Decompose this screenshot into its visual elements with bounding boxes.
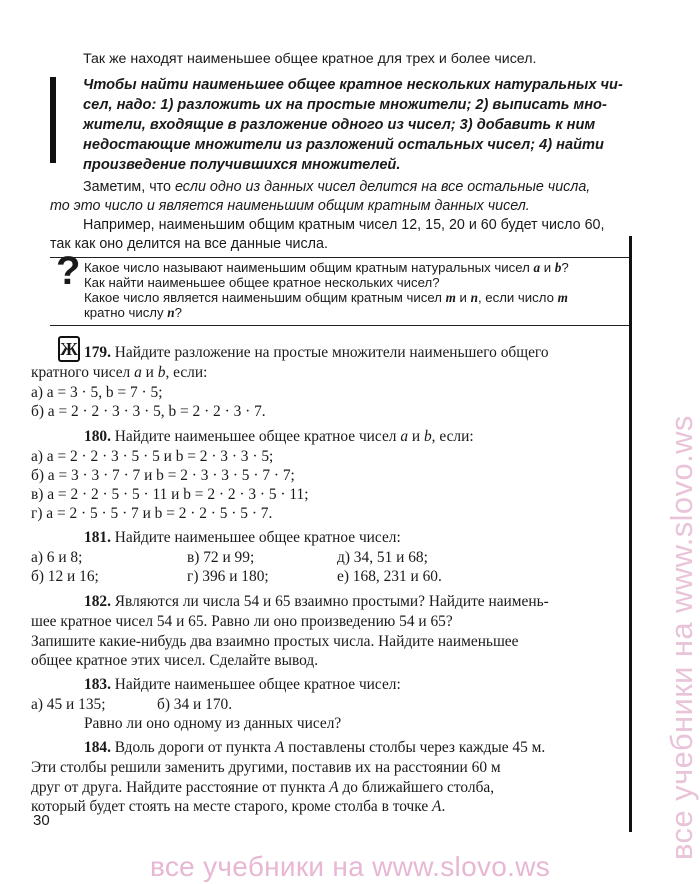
note-line-2	[50, 197, 530, 216]
ex180-line-1	[84, 427, 474, 447]
ex181-item-a: а) 6 и 8;	[31, 549, 83, 566]
var-a: a	[134, 364, 142, 381]
and-word: и	[141, 364, 158, 381]
note-lead: Заметим, что	[83, 179, 175, 195]
ex182-text: Являются ли числа 54 и 65 взаимно простыми? Найдите наимень-	[110, 593, 549, 610]
rule-line-2: сел, надо: 1) разложить их на простые множители; 2) выписать мно-	[83, 97, 607, 113]
var-b: b	[157, 364, 166, 381]
point-a: A	[329, 779, 339, 796]
question-4	[84, 305, 182, 321]
question-2: Как найти наименьшее общее кратное нескольких чисел?	[84, 275, 440, 290]
ex181-text: Найдите наименьшее общее кратное чисел:	[110, 529, 401, 546]
watermark-side: все учебники на www.slovo.ws	[664, 415, 699, 860]
ex181-item-d: д) 34, 51 и 68;	[337, 549, 428, 566]
point-a: A	[274, 739, 285, 756]
ex179-item-a: а) a = 3 · 5, b = 7 · 5;	[31, 384, 163, 401]
rule-line-3: жители, входящие в разложение одного из чисел; 3) добавить к ним	[83, 117, 596, 133]
questions-top-rule	[50, 257, 631, 258]
ex184-line-4	[31, 797, 445, 817]
var-a: a	[400, 428, 409, 445]
ex179-number: 179.	[84, 344, 111, 361]
and-word: и	[540, 260, 555, 275]
var-n: n	[167, 305, 175, 320]
ex179-line-2	[31, 363, 207, 383]
note-line-1	[83, 178, 590, 197]
exercise-marker-icon	[58, 336, 80, 362]
ex179-line-1	[84, 343, 549, 363]
ex184-text-6: .	[441, 798, 446, 815]
ex181-item-v: в) 72 и 99;	[187, 549, 255, 566]
ex184-text: Вдоль дороги от пункта	[110, 739, 275, 756]
and-word: и	[408, 428, 424, 445]
ex180-text: Найдите наименьшее общее кратное чисел	[110, 428, 401, 445]
intro-text: Так же находят наименьшее общее кратное для трех и более чисел.	[83, 51, 537, 67]
ex179-text: Найдите разложение на простые множители наименьшего общего	[110, 344, 549, 361]
ex183-item-b: б) 34 и 170.	[157, 696, 233, 713]
ex181-line-1	[84, 528, 401, 548]
and-word: и	[455, 290, 471, 305]
question-4-text: кратно числу	[84, 305, 168, 320]
ex181-item-e: е) 168, 231 и 60.	[337, 568, 442, 585]
ex180-item-d: г) a = 2 · 5 · 5 · 7 и b = 2 · 2 · 5 · 5 · 7.	[31, 505, 273, 522]
ex184-text-3: друг от друга. Найдите расстояние от пункта	[31, 779, 330, 796]
ex182-line-3: Запишите какие-нибудь два взаимно простых числа. Найдите наименьшее	[31, 633, 519, 650]
ex181-number: 181.	[84, 529, 111, 546]
note-italic-2: то это число и является наименьшим общим кратным данных чисел.	[50, 198, 530, 214]
ex183-text: Найдите наименьшее общее кратное чисел:	[110, 676, 401, 693]
ex179-text-3: , если:	[165, 364, 208, 381]
ex180-text-2: , если:	[431, 428, 474, 445]
ex181-item-g: г) 396 и 180;	[187, 568, 269, 585]
questions-bottom-rule	[50, 325, 631, 326]
ex182-line-2: шее кратное чисел 54 и 65. Равно ли оно произведению 54 и 65?	[31, 613, 453, 630]
question-1	[84, 260, 569, 276]
rule-line-4: недостающие множители из разложений остальных чисел; 4) найти	[83, 137, 604, 153]
example-line-2: так как оно делится на все данные числа.	[50, 236, 328, 252]
question-1-end: ?	[561, 260, 569, 275]
ex182-line-1	[84, 592, 549, 612]
exercise-marker-glyph: Ж	[60, 339, 78, 359]
rule-bar	[50, 77, 56, 163]
ex181-row-2	[31, 567, 631, 587]
ex183-items	[31, 695, 631, 715]
ex184-line-2: Эти столбы решили заменить другими, поставив их на расстоянии 60 м	[31, 759, 501, 776]
ex180-item-b: б) a = 3 · 3 · 7 · 7 и b = 2 · 3 · 3 · 5 · 7 · 7;	[31, 467, 295, 484]
ex180-number: 180.	[84, 428, 111, 445]
watermark-bottom: все учебники на www.slovo.ws	[149, 851, 551, 882]
question-3	[84, 290, 568, 306]
ex183-item-a: а) 45 и 135;	[31, 696, 106, 713]
question-mark-icon: ?	[56, 249, 81, 293]
var-n: n	[470, 290, 478, 305]
ex182-line-4: общее кратное этих чисел. Сделайте вывод.	[31, 652, 319, 669]
question-3-text: Какое число является наименьшим общим кратным чисел	[84, 290, 446, 305]
ex183-number: 183.	[84, 676, 111, 693]
ex180-item-c: в) a = 2 · 2 · 5 · 5 · 11 и b = 2 · 2 · 3 · 5 · 11;	[31, 486, 309, 503]
question-4-end: ?	[174, 305, 182, 320]
ex180-item-a: а) a = 2 · 2 · 3 · 5 · 5 и b = 2 · 3 · 3 · 5;	[31, 448, 274, 465]
ex184-text-5: который будет стоять на месте старого, кроме столба в точке	[31, 798, 433, 815]
margin-bar	[629, 236, 632, 832]
ex181-item-b: б) 12 и 16;	[31, 568, 99, 585]
ex184-line-1	[84, 738, 545, 758]
point-a: A	[432, 798, 442, 815]
note-italic-1: если одно из данных чисел делится на все остальные числа,	[174, 179, 591, 195]
ex183-line-1	[84, 675, 401, 695]
ex184-number: 184.	[84, 739, 111, 756]
ex182-number: 182.	[84, 593, 111, 610]
question-1-text: Какое число называют наименьшим общим кратным натуральных чисел	[84, 260, 534, 275]
ex183-line-3: Равно ли оно одному из данных чисел?	[84, 715, 342, 732]
ex181-row-1	[31, 548, 631, 568]
var-b: b	[423, 428, 432, 445]
var-a: a	[533, 260, 541, 275]
rule-line-5: произведение получившихся множителей.	[83, 157, 401, 173]
var-m: m	[445, 290, 456, 305]
rule-line-1: Чтобы найти наименьшее общее кратное нескольких натуральных чи-	[83, 77, 623, 93]
example-line-1: Например, наименьшим общим кратным чисел 12, 15, 20 и 60 будет число 60,	[83, 217, 605, 233]
question-3-mid: , если число	[477, 290, 558, 305]
var-b: b	[554, 260, 562, 275]
page-number: 30	[33, 812, 50, 829]
ex184-text-4: до ближайшего столба,	[338, 779, 495, 796]
ex184-line-3	[31, 778, 494, 798]
var-m: m	[557, 290, 568, 305]
ex179-item-b: б) a = 2 · 2 · 3 · 3 · 5, b = 2 · 2 · 3 · 7.	[31, 403, 266, 420]
ex184-text-2: поставлены столбы через каждые 45 м.	[284, 739, 546, 756]
ex179-text-2: кратного чисел	[31, 364, 135, 381]
